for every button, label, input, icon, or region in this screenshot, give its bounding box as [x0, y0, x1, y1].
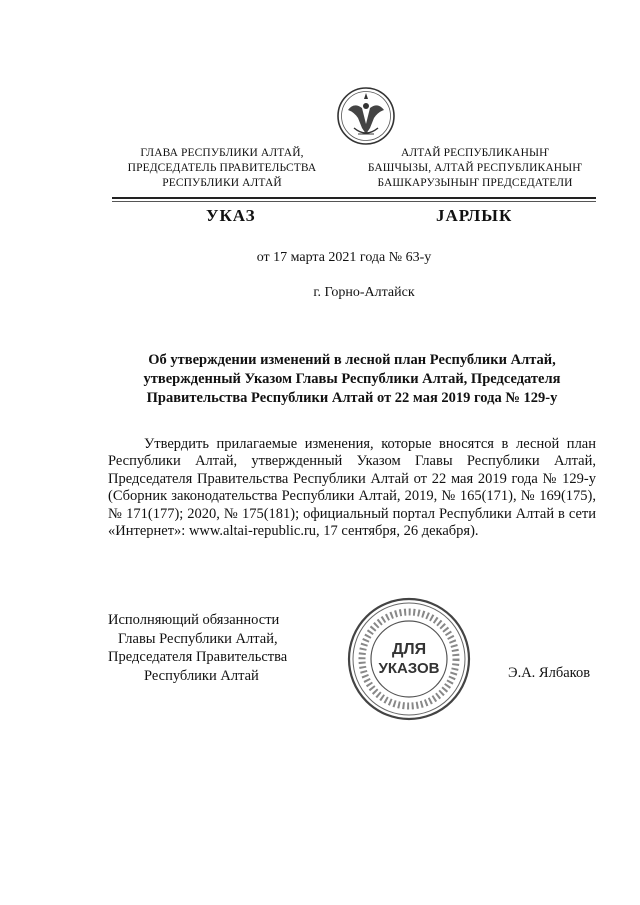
signature-line: Председателя Правительства	[108, 649, 288, 665]
document-type-altai: ЈАРЛЫК	[436, 206, 513, 225]
document-date-number: от 17 марта 2021 года № 63-у	[256, 250, 432, 265]
stamp-text-line2: УКАЗОВ	[378, 660, 440, 677]
header-line: ГЛАВА РЕСПУБЛИКИ АЛТАЙ,	[140, 147, 304, 159]
document-type-russian: УКАЗ	[206, 206, 256, 225]
signature-line: Исполняющий обязанности	[108, 612, 280, 628]
signature-line: Главы Республики Алтай,	[118, 630, 278, 647]
issuer-header-altai	[356, 146, 594, 191]
header-divider-thin	[112, 201, 596, 202]
issuer-header-russian	[116, 146, 328, 191]
seal-stamp-icon	[346, 596, 472, 722]
signer-name: Э.А. Ялбаков	[508, 665, 591, 681]
header-line: БАШЧЫЗЫ, АЛТАЙ РЕСПУБЛИКАНЫҤ	[367, 162, 583, 174]
header-line: АЛТАЙ РЕСПУБЛИКАНЫҤ	[401, 147, 549, 159]
header-line: РЕСПУБЛИКИ АЛТАЙ	[162, 177, 282, 189]
signature-position	[108, 611, 318, 685]
coat-of-arms-icon	[334, 84, 398, 148]
document-body: Утвердить прилагаемые изменения, которые вносятся в лесной план Республики Алтай, утвержденный Указом Главы Республики Алтай, Председателя Правительства Республики Алтай от 22 мая 2019 года № 129-у (Сборник законодательства Республики Алтай, 2019, № 165(171), № 169(175), № 171(177); 2020, № 175(181); официальный портал Республики Алтай в сети «Интернет»: www.altai-republic.ru, 17 сентября, 26 декабря).	[108, 436, 596, 540]
signature-line: Республики Алтай	[144, 667, 259, 684]
header-line: БАШКАРУЗЫНЫҤ ПРЕДСЕДАТЕЛИ	[377, 177, 573, 189]
header-divider	[112, 197, 596, 199]
header-line: ПРЕДСЕДАТЕЛЬ ПРАВИТЕЛЬСТВА	[127, 162, 317, 174]
document-city: г. Горно-Алтайск	[313, 285, 415, 300]
document-title: Об утверждении изменений в лесной план Республики Алтай, утвержденный Указом Главы Республики Алтай, Председателя Правительства Республики Алтай от 22 мая 2019 года № 129-у	[143, 352, 561, 406]
stamp-text-line1: ДЛЯ	[391, 641, 427, 658]
